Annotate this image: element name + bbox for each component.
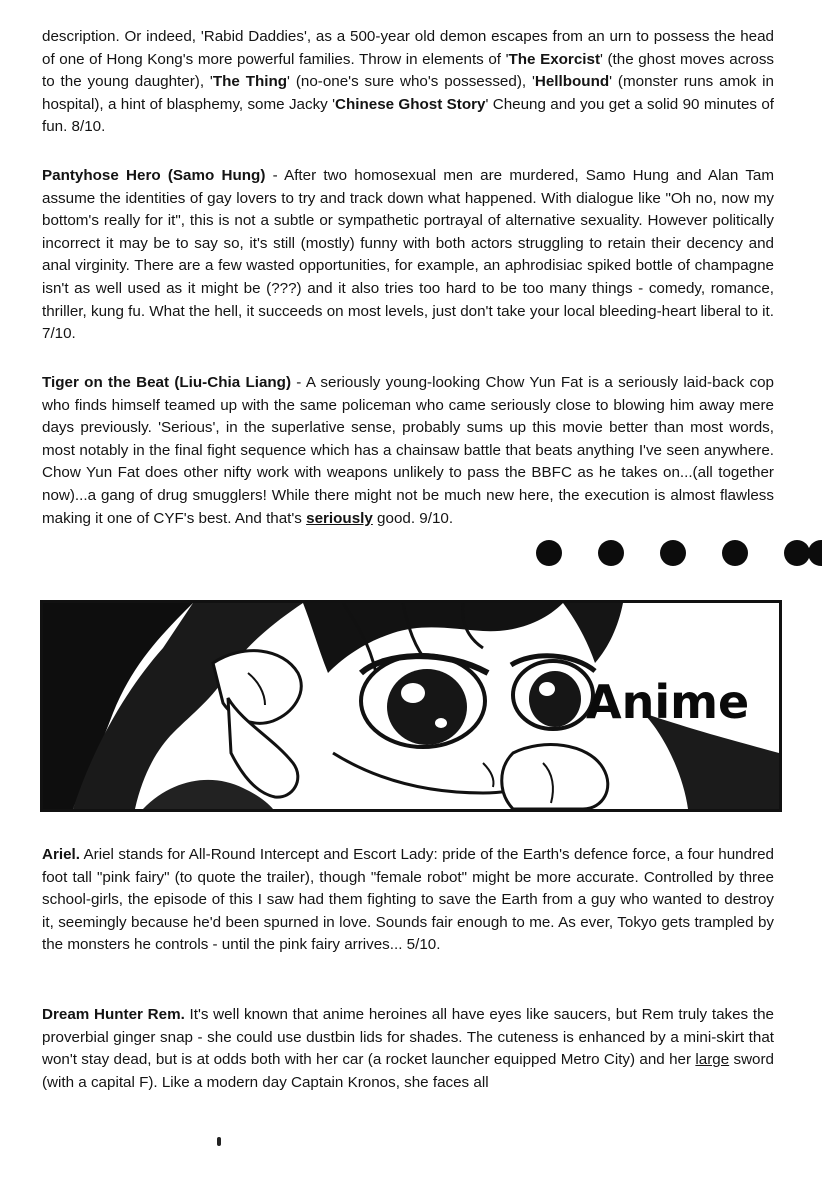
emphasis-large: large (695, 1051, 730, 1069)
p1-text-4: ' (monster runs amok in hospital), a hint of blasphemy, some Jacky ' (42, 73, 774, 113)
anime-section-heading: Anime (586, 675, 750, 729)
film-title-chinese-ghost-story: Chinese Ghost Story (335, 95, 486, 113)
film-title-exorcist: The Exorcist (508, 50, 601, 68)
review-body: - A seriously young-looking Chow Yun Fat is a seriously laid-back cop who finds himself teamed up with the same policeman who came seriously close to blowing him away mere days previously. 'Serious', in the superlative sense, probably sums up this movie better than most words, most notably in the final fight sequence which has a chainsaw battle that beats anything I've seen anywhere. Chow Yun Fat does other nifty work with weapons unlikely to pass the BBFC as he takes on...(all together now)...a gang of drug smugglers! While there might not be much new here, the execution is almost flawless making it one of CYF's best. And that's (42, 374, 774, 527)
review-pantyhose-hero (42, 165, 774, 346)
review-title: Tiger on the Beat (Liu-Chia Liang) (42, 374, 291, 391)
review-body-end: good. 9/10. (372, 509, 454, 527)
review-body: It's well known that anime heroines all have eyes like saucers, but Rem truly takes the proverbial ginger snap - she could use dustbin lids for shades. The cuteness is enhanced by a mini-skirt that won't stay dead, but is at odds both with her car (a rocket launcher equipped Metro City) and her (42, 1006, 774, 1069)
p1-text-2: ' (the ghost moves across to the young daughter), ' (42, 50, 775, 91)
divider-dot (660, 540, 686, 566)
film-title-hellbound: Hellbound (534, 73, 610, 91)
review-title: Ariel. (42, 846, 80, 863)
review-title: Dream Hunter Rem. (42, 1006, 185, 1023)
review-body: - After two homosexual men are murdered, Samo Hung and Alan Tam assume the identities of gay lovers to try and track down what happened. With dialogue like "Oh no, now my bottom's really for it", this is not a subtle or sympathetic portrayal of alternative sexuality. However politically incorrect it may be to say so, it's still (mostly) funny with both actors struggling to retain their decency and anal virginity. There are a few wasted opportunities, for example, an aphrodisiac spiked bottle of champagne isn't as well used as it might be (???) and it also tries too hard to be too many things - comedy, romance, thriller, kung fu. What the hell, it succeeds on most levels, just don't take your local bleeding-heart liberal to it. 7/10. (42, 167, 775, 343)
review-title: Pantyhose Hero (Samo Hung) (42, 167, 266, 184)
review-body-end: sword (with a capital F). Like a modern day Captain Kronos, she faces all (42, 1051, 774, 1091)
divider-dot (536, 540, 562, 566)
review-continued-paragraph (42, 26, 774, 139)
emphasis-seriously: seriously (306, 509, 373, 527)
review-tiger-on-the-beat (42, 372, 774, 530)
film-title-the-thing: The Thing (212, 73, 288, 91)
p1-text-5: ' Cheung and you get a solid 90 minutes of fun. 8/10. (42, 95, 775, 136)
p1-text-3: ' (no-one's sure who's possessed), ' (287, 73, 535, 91)
review-dream-hunter-rem (42, 1004, 774, 1094)
divider-dot (722, 540, 748, 566)
section-divider-dots (536, 536, 822, 568)
divider-dot (598, 540, 624, 566)
review-body: Ariel stands for All-Round Intercept and Escort Lady: pride of the Earth's defence force, a four hundred foot tall "pink fairy" (to quote the trailer), though "female robot" might be more accurate. Controlled by three school-girls, the episode of this I saw had them fighting to save the Earth from a guy who wanted to destroy it, seemingly because he'd been spurned in love. Sounds fair enough to me. As ever, Tokyo gets trampled by the monsters he controls - until the pink fairy arrives... 5/10. (42, 846, 774, 954)
divider-dot-partial (808, 540, 822, 566)
divider-dot (784, 540, 810, 566)
review-ariel (42, 844, 774, 957)
p1-text-1: description. Or indeed, 'Rabid Daddies', as a 500-year old demon escapes from an urn to possess the head of one of Hong Kong's more powerful families. Throw in elements of ' (42, 28, 774, 68)
ink-speck (217, 1137, 221, 1146)
